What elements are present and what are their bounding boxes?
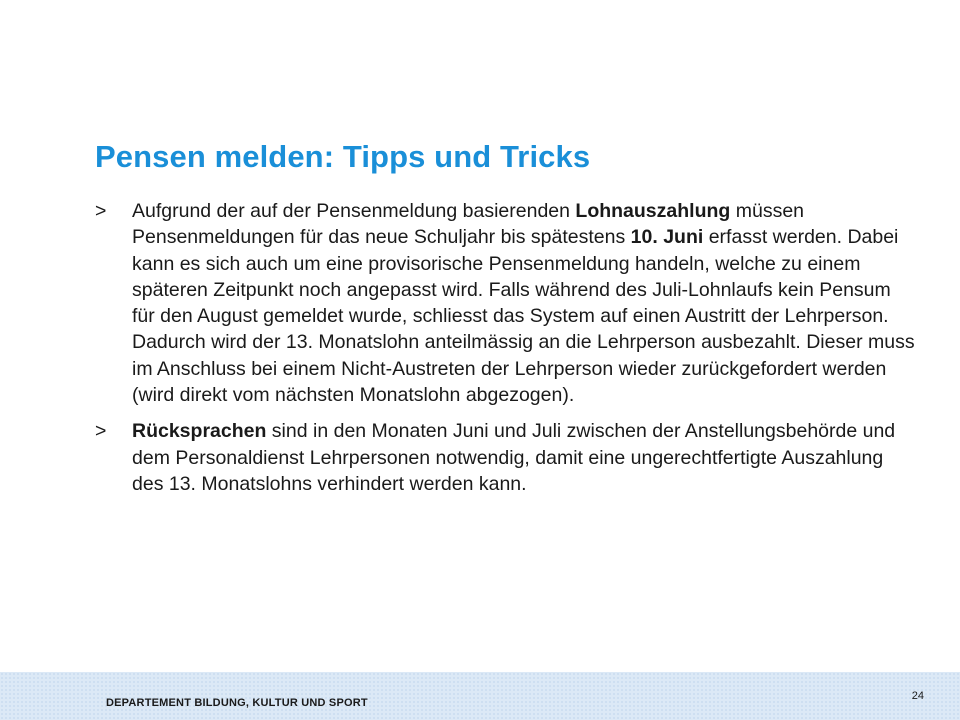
bullet-marker: > — [95, 420, 107, 443]
bullet-text — [132, 200, 915, 406]
bullet-text-emphasis: Rücksprachen — [132, 420, 267, 443]
footer-department: DEPARTEMENT BILDUNG, KULTUR UND SPORT — [106, 697, 368, 709]
slide-title: Pensen melden: Tipps und Tricks — [95, 139, 591, 174]
bullet-text-emphasis: 10. Juni — [630, 226, 704, 249]
bullet-text-segment: erfasst werden. Dabei kann es sich auch um eine provisorische Pensenmeldung handeln, welche zu einem späteren Zeitpunkt noch angepasst wird. Falls während des Juli-Lohnlaufs kein Pensum für den August gemeldet wurde, schliesst das System auf einen Austritt der Lehrperson. Dadurch wird der 13. Monatslohn anteilmässig an die Lehrperson ausbezahlt. Dieser muss im Anschluss bei einem Nicht-Austreten der Lehrperson wieder zurückgefordert werden (wird direkt vom nächsten Monatslohn abgezogen). — [132, 226, 915, 407]
bullet-text-segment: Aufgrund der auf der Pensenmeldung basierenden — [132, 200, 576, 222]
bullet-item-lohnauszahlung — [95, 198, 915, 408]
bullet-text-emphasis: Lohnauszahlung — [575, 200, 731, 222]
bullet-item-ruecksprachen — [95, 418, 915, 497]
footer-band — [0, 672, 960, 720]
bullet-text — [132, 420, 895, 495]
bullet-text-segment: müssen Pensenmeldungen für das neue Schuljahr bis spätestens — [132, 200, 805, 249]
bullet-text-segment: sind in den Monaten Juni und Juli zwischen der Anstellungsbehörde und dem Personaldienst Lehrpersonen notwendig, damit eine ungerechtfertigte Auszahlung des 13. Monatslohns verhindert werden kann. — [132, 420, 896, 495]
bullet-list — [95, 198, 915, 507]
bullet-marker: > — [95, 200, 107, 222]
page-number: 24 — [911, 690, 924, 702]
